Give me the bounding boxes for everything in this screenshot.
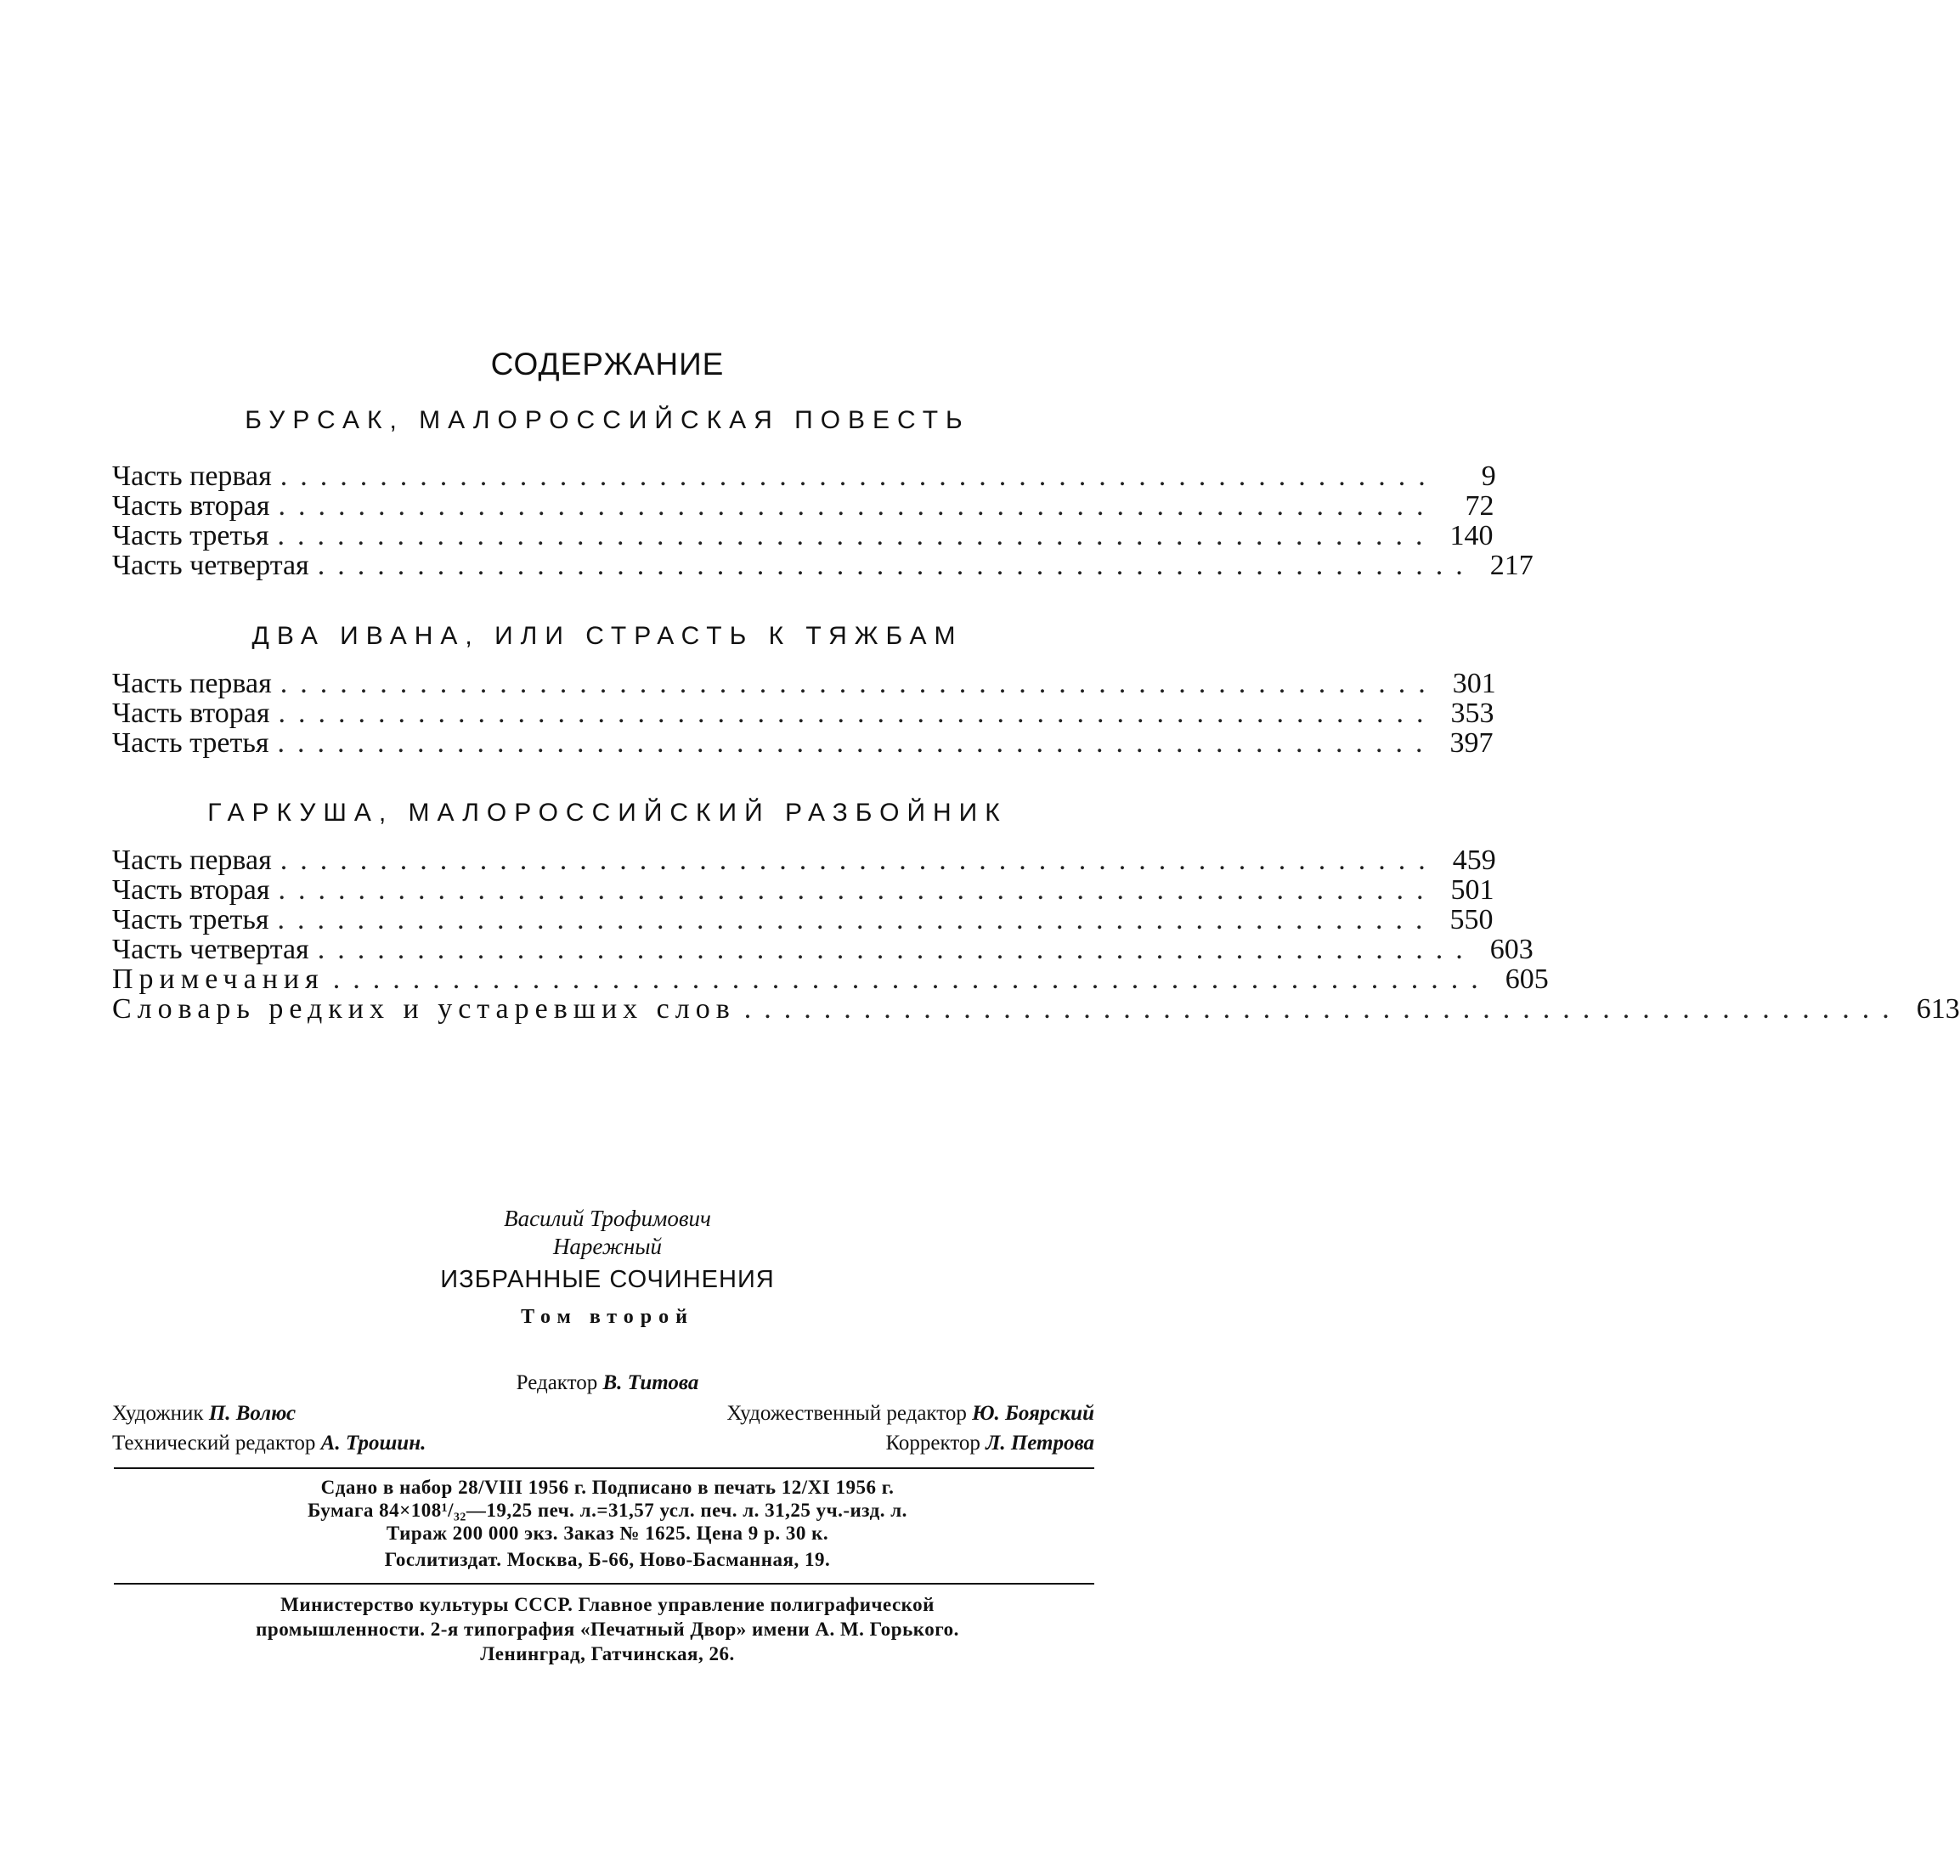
toc-entry-label: Часть первая bbox=[112, 461, 272, 492]
toc-entry-page: 353 bbox=[1450, 698, 1494, 729]
toc-entry-page: 9 bbox=[1481, 461, 1496, 492]
artist-name: П. Волюс bbox=[208, 1402, 297, 1425]
toc-entry bbox=[112, 727, 1494, 759]
leader-dots: .......................................................... bbox=[278, 874, 1437, 906]
artist-role: Художник bbox=[112, 1402, 204, 1425]
toc-entry-label: Часть третья bbox=[112, 727, 269, 759]
leader-dots: .......................................................... bbox=[332, 963, 1491, 995]
toc-entry-label: Часть вторая bbox=[112, 698, 270, 729]
toc-entry-label: Часть третья bbox=[112, 904, 269, 935]
leader-dots: .......................................................... bbox=[277, 727, 1436, 759]
tech-editor-role: Технический редактор bbox=[112, 1432, 316, 1455]
leader-dots: .......................................................... bbox=[317, 550, 1476, 581]
printer-line: промышленности. 2-я типография «Печатный Двор» имени А. М. Горького. bbox=[256, 1619, 959, 1640]
toc-entry-label: Часть вторая bbox=[112, 874, 270, 906]
proofreader-name: Л. Петрова bbox=[986, 1432, 1094, 1455]
toc-list bbox=[112, 668, 1496, 759]
print-details-line: Сдано в набор 28/VIII 1956 г. Подписано в печать 12/XI 1956 г. bbox=[320, 1477, 895, 1498]
editor-credit bbox=[0, 1371, 1215, 1395]
proofreader-role: Корректор bbox=[885, 1432, 980, 1455]
leader-dots: .......................................................... bbox=[277, 904, 1436, 935]
divider-rule bbox=[114, 1583, 1094, 1585]
toc-entry-page: 605 bbox=[1505, 963, 1549, 995]
toc-entry bbox=[112, 845, 1496, 876]
toc-entry-label: Часть третья bbox=[112, 520, 269, 551]
toc-entry-label: Часть четвертая bbox=[112, 550, 309, 581]
tech-editor-name: А. Трошин. bbox=[320, 1432, 426, 1455]
toc-entry bbox=[112, 490, 1494, 522]
art-editor-name: Ю. Боярский bbox=[972, 1402, 1094, 1425]
toc-entry bbox=[112, 520, 1494, 551]
toc-entry-page: 613 bbox=[1916, 993, 1960, 1025]
divider-rule bbox=[114, 1467, 1094, 1469]
toc-entry bbox=[112, 993, 1960, 1025]
tech-editor-credit bbox=[112, 1432, 426, 1455]
toc-entry bbox=[112, 550, 1534, 581]
toc-entry-page: 459 bbox=[1452, 845, 1496, 876]
toc-entry-page: 603 bbox=[1489, 934, 1534, 965]
editor-name: В. Титова bbox=[602, 1371, 699, 1394]
toc-entry-page: 301 bbox=[1452, 668, 1496, 699]
toc-entry-page: 72 bbox=[1465, 490, 1494, 522]
toc-entry-page: 397 bbox=[1449, 727, 1494, 759]
toc-entry bbox=[112, 934, 1534, 965]
toc-list bbox=[112, 461, 1534, 581]
artist-credit bbox=[112, 1402, 296, 1426]
publisher-address: Гослитиздат. Москва, Б-66, Ново-Басманная, 19. bbox=[384, 1549, 831, 1570]
toc-entry-page: 501 bbox=[1450, 874, 1494, 906]
toc-entry bbox=[112, 904, 1494, 935]
art-editor-credit bbox=[726, 1402, 1094, 1426]
printer-line: Министерство культуры СССР. Главное управление полиграфической bbox=[280, 1594, 935, 1615]
volume-label: Том второй bbox=[521, 1306, 694, 1328]
author-first-names: Василий Трофимович bbox=[504, 1206, 711, 1231]
section-heading: БУРСАК, МАЛОРОССИЙСКАЯ ПОВЕСТЬ bbox=[245, 406, 970, 434]
toc-entry bbox=[112, 963, 1549, 995]
printer-line: Ленинград, Гатчинская, 26. bbox=[480, 1643, 735, 1664]
toc-entry-page: 140 bbox=[1449, 520, 1494, 551]
toc-entry-label: Примечания bbox=[112, 963, 325, 995]
toc-entry-label: Часть первая bbox=[112, 845, 272, 876]
toc-entry bbox=[112, 698, 1494, 729]
toc-entry-label: Часть четвертая bbox=[112, 934, 309, 965]
toc-entry-page: 217 bbox=[1489, 550, 1534, 581]
print-details-line: Бумага 84×108¹/₃₂—19,25 печ. л.=31,57 усл. печ. л. 31,25 уч.-изд. л. bbox=[308, 1500, 907, 1521]
toc-entry-label: Часть вторая bbox=[112, 490, 270, 522]
leader-dots: .......................................................... bbox=[280, 461, 1438, 492]
leader-dots: .......................................................... bbox=[743, 993, 1902, 1025]
leader-dots: .......................................................... bbox=[278, 490, 1437, 522]
toc-list bbox=[112, 845, 1960, 1025]
toc-entry-label: Часть первая bbox=[112, 668, 272, 699]
editor-role: Редактор bbox=[516, 1371, 598, 1394]
leader-dots: .......................................................... bbox=[317, 934, 1476, 965]
leader-dots: .......................................................... bbox=[280, 845, 1438, 876]
book-title: ИЗБРАННЫЕ СОЧИНЕНИЯ bbox=[440, 1266, 775, 1293]
toc-entry-label: Словарь редких и устаревших слов bbox=[112, 993, 736, 1025]
print-details-line: Тираж 200 000 экз. Заказ № 1625. Цена 9 р. 30 к. bbox=[386, 1523, 829, 1544]
toc-entry bbox=[112, 874, 1494, 906]
section-heading: ДВА ИВАНА, ИЛИ СТРАСТЬ К ТЯЖБАМ bbox=[251, 622, 963, 650]
toc-entry bbox=[112, 668, 1496, 699]
author-surname: Нарежный bbox=[552, 1234, 663, 1259]
art-editor-role: Художественный редактор bbox=[726, 1402, 967, 1425]
leader-dots: .......................................................... bbox=[277, 520, 1436, 551]
leader-dots: .......................................................... bbox=[280, 668, 1438, 699]
leader-dots: .......................................................... bbox=[278, 698, 1437, 729]
contents-title: СОДЕРЖАНИЕ bbox=[490, 347, 725, 381]
toc-entry-page: 550 bbox=[1449, 904, 1494, 935]
proofreader-credit bbox=[885, 1432, 1094, 1455]
section-heading: ГАРКУША, МАЛОРОССИЙСКИЙ РАЗБОЙНИК bbox=[207, 799, 1008, 827]
toc-entry bbox=[112, 461, 1496, 492]
